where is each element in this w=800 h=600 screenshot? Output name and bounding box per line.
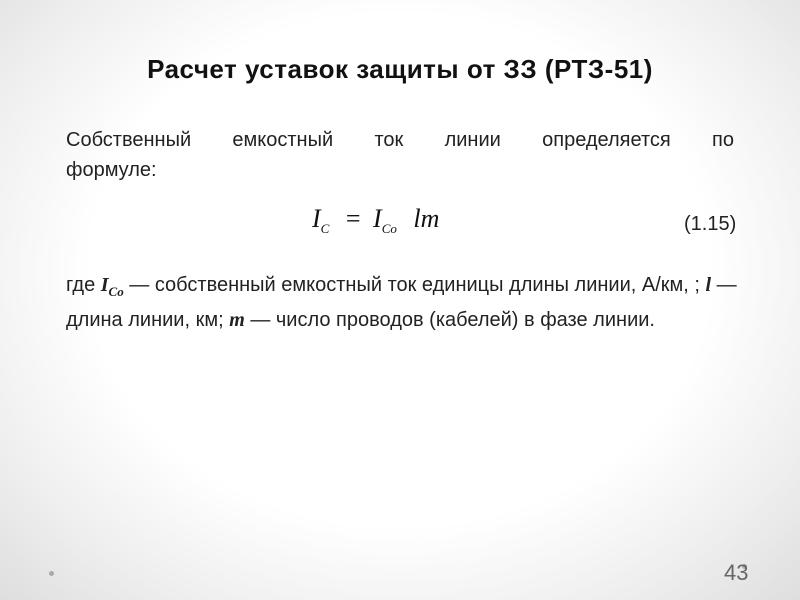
where-symbol-ico-sub: Co [108, 284, 124, 299]
where-symbol-ico: I [100, 274, 109, 296]
formula-lhs-symbol: I [312, 204, 321, 233]
where-prefix: где [66, 274, 101, 296]
where-text-2: — длина линии, км; [66, 274, 737, 331]
intro-line-2: формуле: [66, 159, 157, 181]
where-symbol-l: l [705, 274, 712, 296]
formula-rhs-sub: Co [381, 221, 397, 236]
where-text-1: — собственный емкостный ток единицы длины линии, А/км, ; [123, 274, 706, 296]
equation-number: (1.15) [684, 213, 737, 235]
intro-line-1: Собственный емкостный ток линии определяется по [66, 129, 734, 151]
formula-rhs-symbol: I [373, 204, 382, 233]
page-number: 43 [724, 560, 749, 585]
slide-title: Расчет уставок защиты от ЗЗ (РТЗ-51) [147, 54, 653, 84]
formula [312, 204, 439, 244]
where-paragraph [66, 271, 746, 335]
where-text-3: — число проводов (кабелей) в фазе линии. [244, 309, 655, 331]
intro-paragraph [66, 125, 734, 185]
where-symbol-m: m [229, 309, 245, 331]
decor-dot-left [49, 571, 54, 576]
formula-lhs-sub: C [320, 221, 330, 236]
formula-equals: = [345, 204, 361, 233]
formula-rhs-rest: lm [413, 204, 440, 233]
